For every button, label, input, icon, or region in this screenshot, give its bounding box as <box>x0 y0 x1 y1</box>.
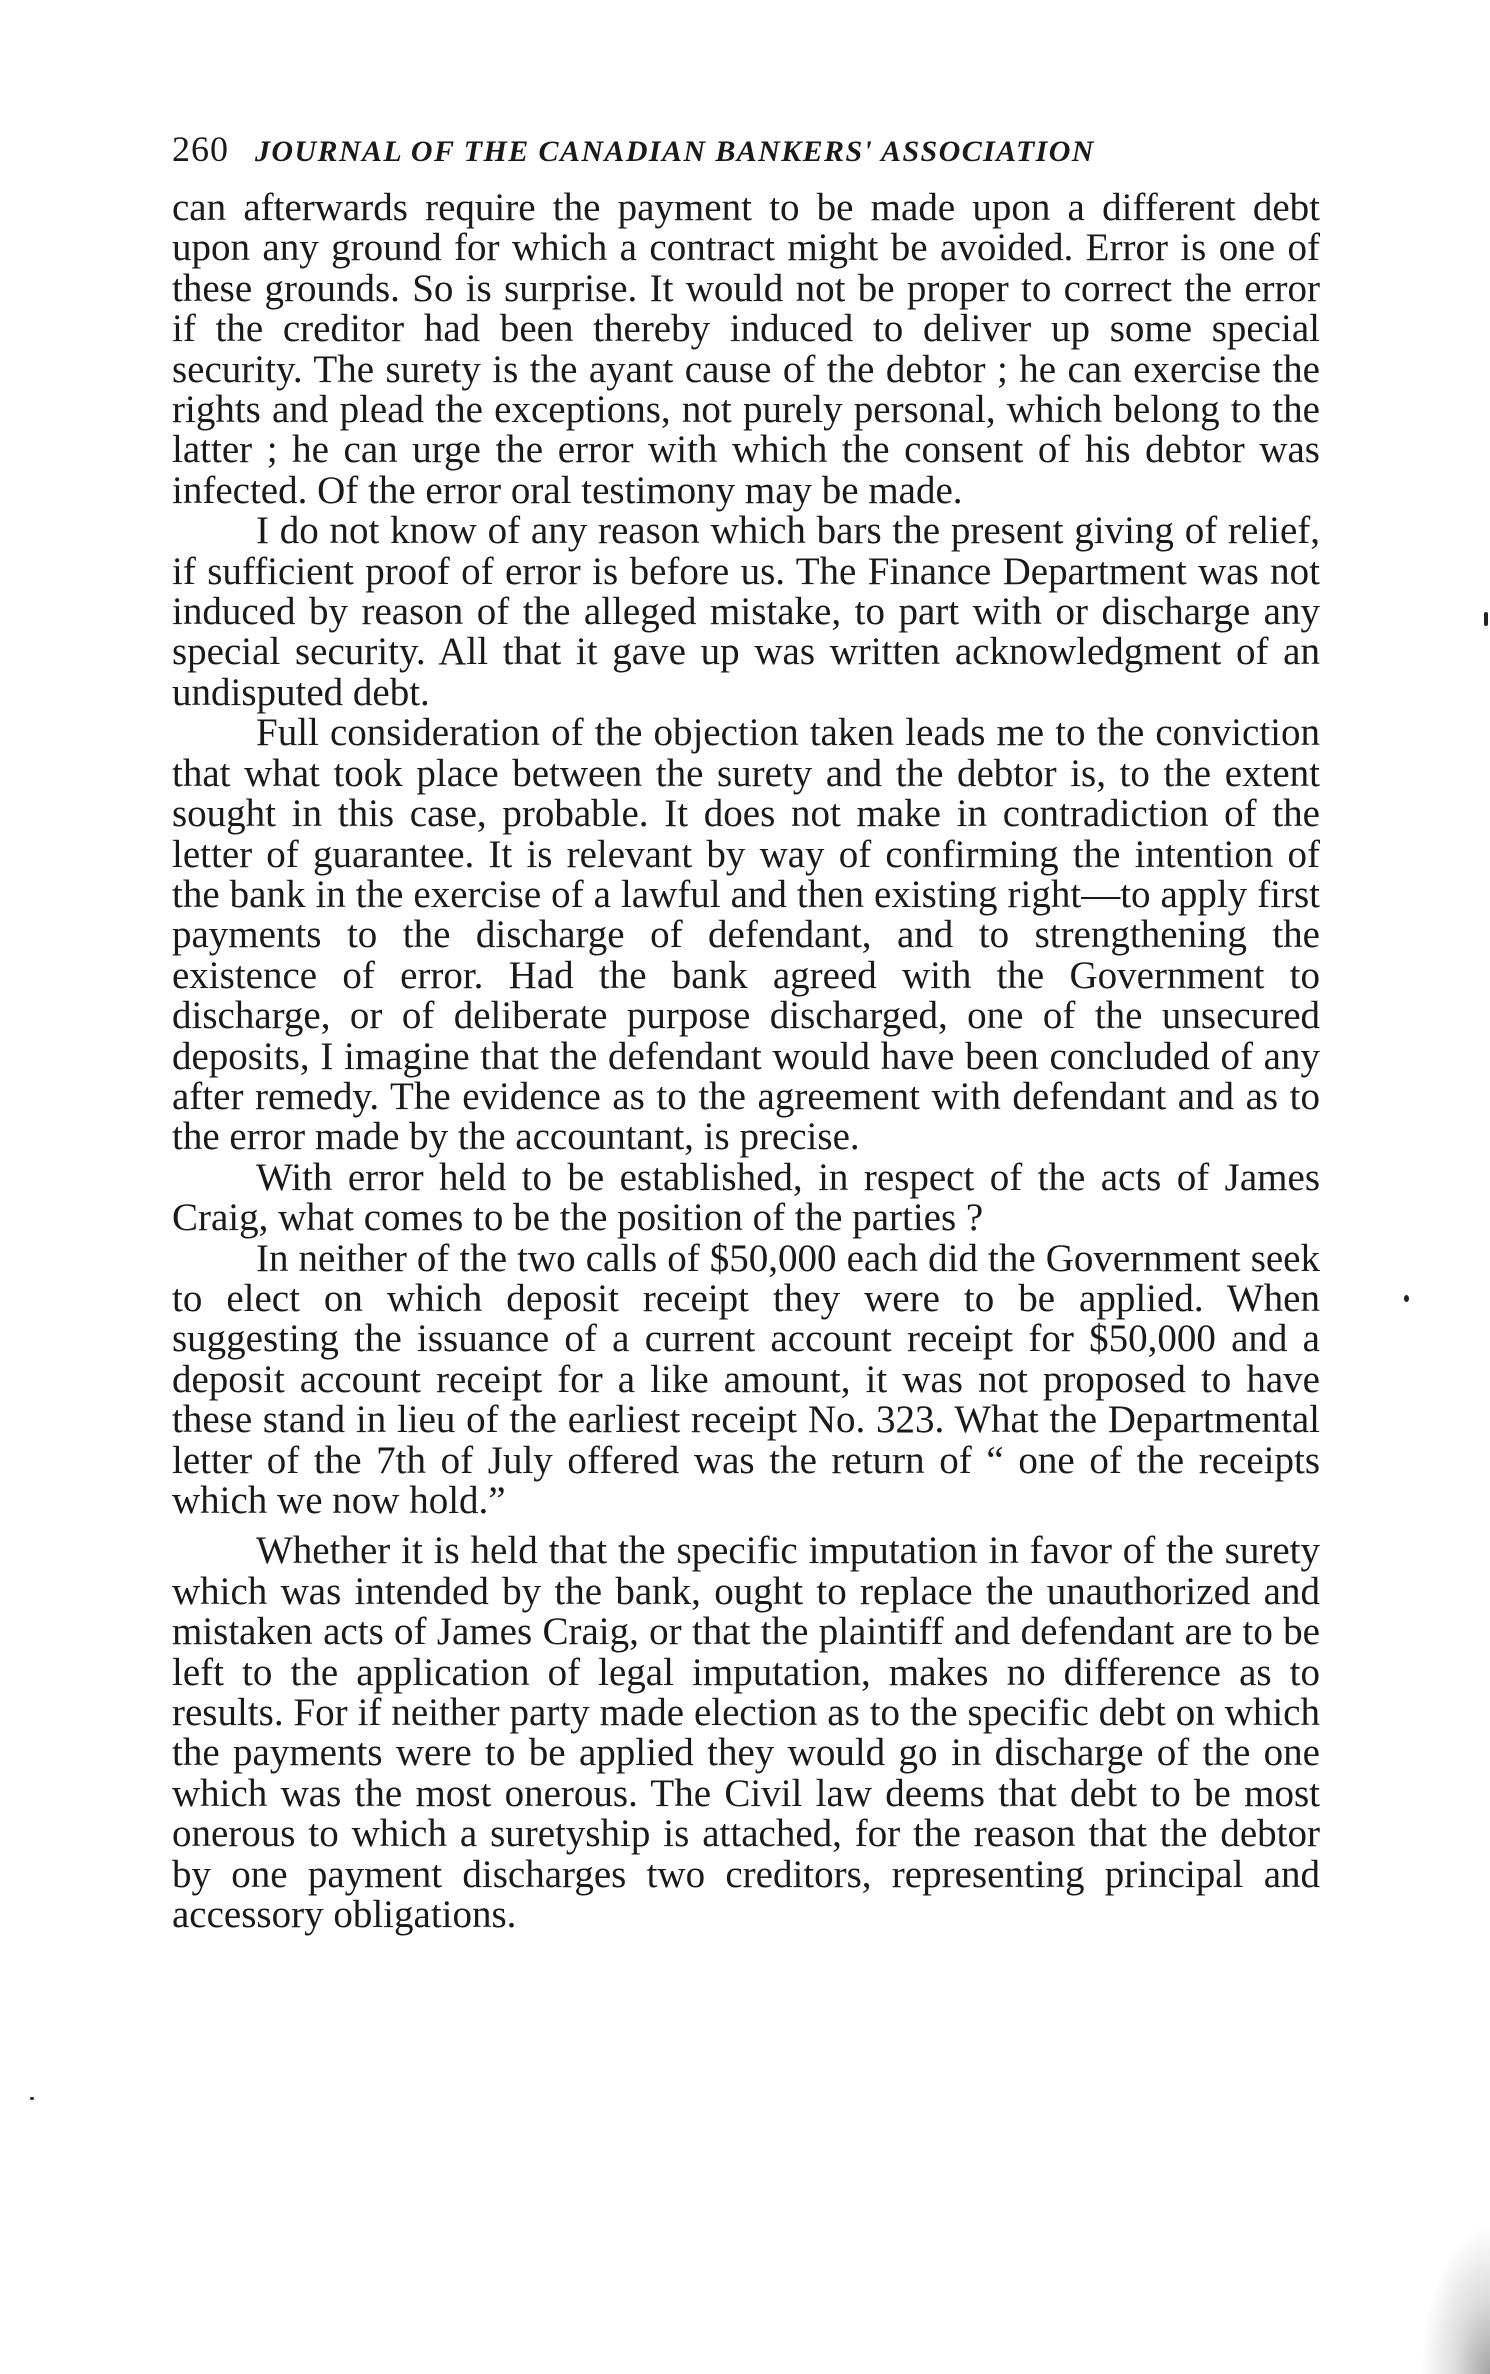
paragraph: With error held to be established, in respect of the acts of James Craig, what comes to be the position of the parties ? <box>172 1155 1320 1240</box>
paragraph: In neither of the two calls of $50,000 each did the Government seek to elect on which deposit receipt they were to be applied. When suggesting the issuance of a current account receipt for $50,000 and a deposit account receipt for a like amount, it was not proposed to have these stand in lieu of the earliest receipt No. 323. What the Departmental letter of the 7th of July offered was the return of “ one of the receipts which we now hold.” <box>172 1236 1320 1522</box>
paper-speck <box>1404 1295 1409 1302</box>
paragraph: Full consideration of the objection taken leads me to the conviction that what took place between the surety and the debtor is, to the extent sought in this case, probable. It does not make in contradiction of the letter of guarantee. It is relevant by way of confirming the intention of the bank in the exercise of a lawful and then existing right—to apply first payments to the discharge of defendant, and to strengthening the existence of error. Had the bank agreed with the Government to discharge, or of deliberate purpose discharged, one of the unsecured deposits, I imagine that the defendant would have been concluded of any after remedy. The evidence as to the agreement with defendant and as to the error made by the accountant, is precise. <box>172 711 1320 1159</box>
paper-speck <box>1484 612 1488 626</box>
body-text <box>172 188 1320 1935</box>
paper-speck <box>30 2097 34 2100</box>
page-number: 260 <box>172 129 229 169</box>
paragraph: can afterwards require the payment to be made upon a different debt upon any ground for which a contract might be avoided. Error is one of these grounds. So is surprise. It would not be proper to correct the error if the creditor had been thereby induced to deliver up some special security. The surety is the ayant cause of the debtor ; he can exercise the rights and plead the exceptions, not purely personal, which belong to the latter ; he can urge the error with which the consent of his debtor was infected. Of the error oral testimony may be made. <box>172 186 1320 512</box>
journal-title: JOURNAL OF THE CANADIAN BANKERS' ASSOCIATION <box>255 135 1095 168</box>
document-page <box>172 118 1320 1935</box>
paragraph: Whether it is held that the specific imputation in favor of the surety which was intended by the bank, ought to replace the unauthorized and mistaken acts of James Craig, or that the plaintiff and defendant are to be left to the application of legal imputation, makes no difference as to results. For if neither party made election as to the specific debt on which the payments were to be applied they would go in discharge of the one which was the most onerous. The Civil law deems that debt to be most onerous to which a suretyship is attached, for the reason that the debtor by one payment discharges two creditors, representing principal and accessory obligations. <box>172 1529 1320 1937</box>
page-corner-stain <box>1420 2224 1490 2374</box>
paragraph: I do not know of any reason which bars the present giving of relief, if sufficient proof of error is before us. The Finance Department was not induced by reason of the alleged mistake, to part with or discharge any special security. All that it gave up was written acknowledgment of an undisputed debt. <box>172 509 1320 714</box>
running-head <box>172 118 1320 180</box>
